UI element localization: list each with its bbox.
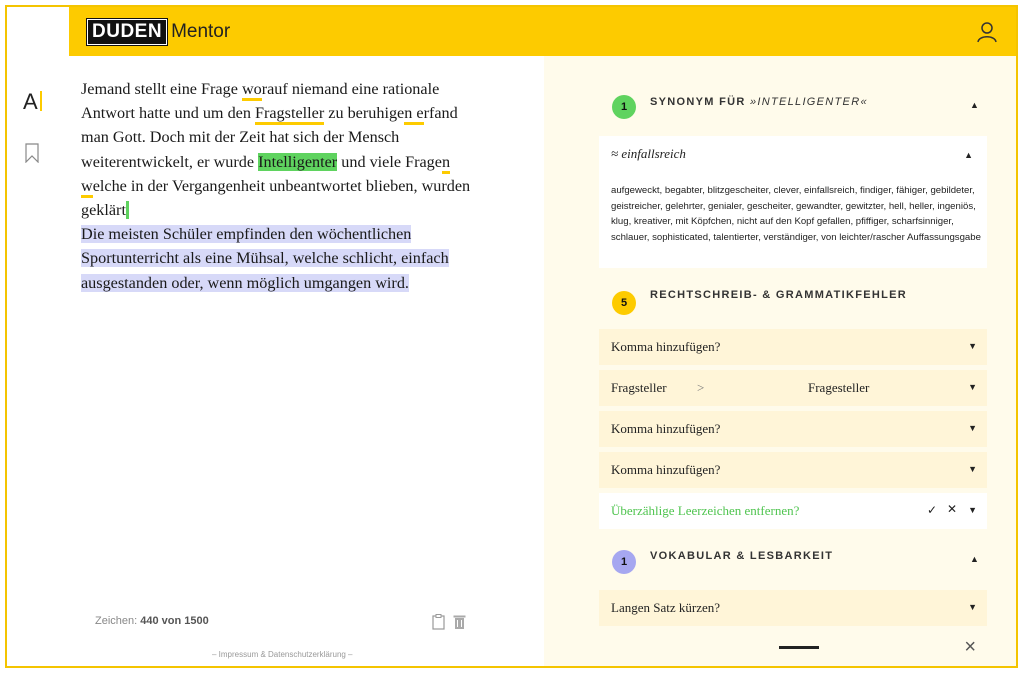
grammar-item[interactable] <box>599 411 987 447</box>
grammar-item-label: Komma hinzufügen? <box>611 339 721 354</box>
text-run: Frage <box>201 80 238 98</box>
arrow-icon: > <box>697 380 705 395</box>
grammar-item[interactable] <box>599 452 987 488</box>
spelling-marker[interactable]: Fragsteller <box>255 104 324 125</box>
font-tool-label: A <box>23 89 38 114</box>
text-run: und viele Frage <box>337 152 442 171</box>
expand-caret-icon[interactable]: ▼ <box>968 464 977 474</box>
grammar-item[interactable] <box>599 329 987 365</box>
app-frame <box>5 5 1018 668</box>
expand-caret-icon[interactable]: ▼ <box>968 382 977 392</box>
vocab-item-label: Langen Satz kürzen? <box>611 600 721 615</box>
text-run: Jemand stellt eine <box>81 80 202 98</box>
sidebar <box>7 7 69 666</box>
imprint-link[interactable]: – Impressum & Datenschutzerklärung – <box>212 650 353 659</box>
comma-marker[interactable]: wo <box>242 80 262 101</box>
comma-marker[interactable]: n w <box>81 153 450 198</box>
grammar-item-label: Komma hinzufügen? <box>611 462 721 477</box>
char-counter-value: 440 von 1500 <box>140 615 209 627</box>
grammar-item-label: Überzählige Leerzeichen entfernen? <box>611 503 800 518</box>
top-bar <box>69 7 1016 56</box>
duden-logo[interactable] <box>87 19 230 45</box>
collapse-caret-icon[interactable]: ▲ <box>964 150 973 160</box>
accept-check-icon[interactable]: ✓ <box>926 503 937 517</box>
synonym-subhead[interactable]: ≈ einfallsreich <box>611 146 686 161</box>
vocab-section-title[interactable]: VOKABULAR & LESBARKEIT <box>650 550 834 562</box>
panel-handle[interactable] <box>779 646 819 649</box>
whitespace-marker[interactable] <box>126 201 129 219</box>
synonym-marker[interactable]: Intelligenter <box>258 152 338 171</box>
text-editor[interactable] <box>81 77 481 295</box>
font-tool-button[interactable] <box>23 89 42 115</box>
synonym-list[interactable]: aufgeweckt, begabter, blitzgescheiter, clever, einfallsreich, findiger, fähiger, gebildeter, geistreicher, gelehrter, genialer, gescheiter, gewandter, gewitzter, hell, heller, ingeniös, klug, kreativer, mit Köpfchen, nicht auf den Kopf gefallen, pfiffiger, scharfsinniger, schlauer, sophisticated, talentierter, verständiger, von leichter/rascher Auffassungsgabe <box>611 185 981 243</box>
expand-caret-icon[interactable]: ▼ <box>968 423 977 433</box>
grammar-count-badge: 5 <box>612 291 636 315</box>
expand-caret-icon[interactable]: ▼ <box>968 505 977 515</box>
char-counter <box>95 615 209 627</box>
synonym-title-prefix: SYNONYM FÜR <box>650 96 750 108</box>
logo-product: Mentor <box>171 21 231 42</box>
text-run: rauf niemand eine rationale Antwort hatte und um den <box>81 80 440 123</box>
grammar-item[interactable] <box>599 370 987 406</box>
collapse-caret-icon[interactable]: ▲ <box>970 100 979 110</box>
vocab-item[interactable] <box>599 590 987 626</box>
text-run: elche in der Vergangenheit unbeantwortet blieben, wurden geklärt <box>81 176 471 220</box>
long-sentence-marker[interactable]: Die meisten Schüler empfinden den wöchentlichen Sportunterricht als eine Mühsal, welche schlicht, einfach ausgestanden oder, wenn möglich umgangen wird. <box>81 225 449 292</box>
expand-caret-icon[interactable]: ▼ <box>968 602 977 612</box>
trash-icon[interactable] <box>453 614 466 630</box>
logo-brand: DUDEN <box>87 19 167 45</box>
synonym-section-title[interactable] <box>650 96 868 108</box>
collapse-caret-icon[interactable]: ▲ <box>970 554 979 564</box>
char-counter-label: Zeichen: <box>95 615 141 627</box>
vocab-count-badge: 1 <box>612 550 636 574</box>
clipboard-icon[interactable] <box>432 614 445 630</box>
expand-caret-icon[interactable]: ▼ <box>968 341 977 351</box>
synonym-card <box>599 136 987 268</box>
grammar-item[interactable] <box>599 493 987 529</box>
suggestions-panel <box>544 56 1016 666</box>
grammar-item-label: Fragsteller <box>611 380 667 395</box>
bookmark-icon[interactable] <box>25 143 39 163</box>
synonym-title-word: »INTELLIGENTER« <box>749 96 868 108</box>
suggestion-button[interactable]: Fragesteller <box>808 380 870 395</box>
text-run: rfand man Gott. Doch mit der Zeit hat sich der Mensch weiterentwickelt, er wurde <box>81 104 458 171</box>
grammar-item-label: Komma hinzufügen? <box>611 421 721 436</box>
reject-x-icon[interactable]: ✕ <box>946 502 957 516</box>
editor-tools <box>432 614 466 630</box>
user-icon[interactable] <box>976 21 998 43</box>
grammar-section-title[interactable]: RECHTSCHREIB- & GRAMMATIKFEHLER <box>650 289 908 301</box>
text-run: zu beruhige <box>324 104 405 123</box>
active-indicator <box>40 91 42 111</box>
close-icon[interactable]: × <box>964 636 976 658</box>
comma-marker[interactable]: n e <box>404 104 423 125</box>
synonym-count-badge: 1 <box>612 95 636 119</box>
